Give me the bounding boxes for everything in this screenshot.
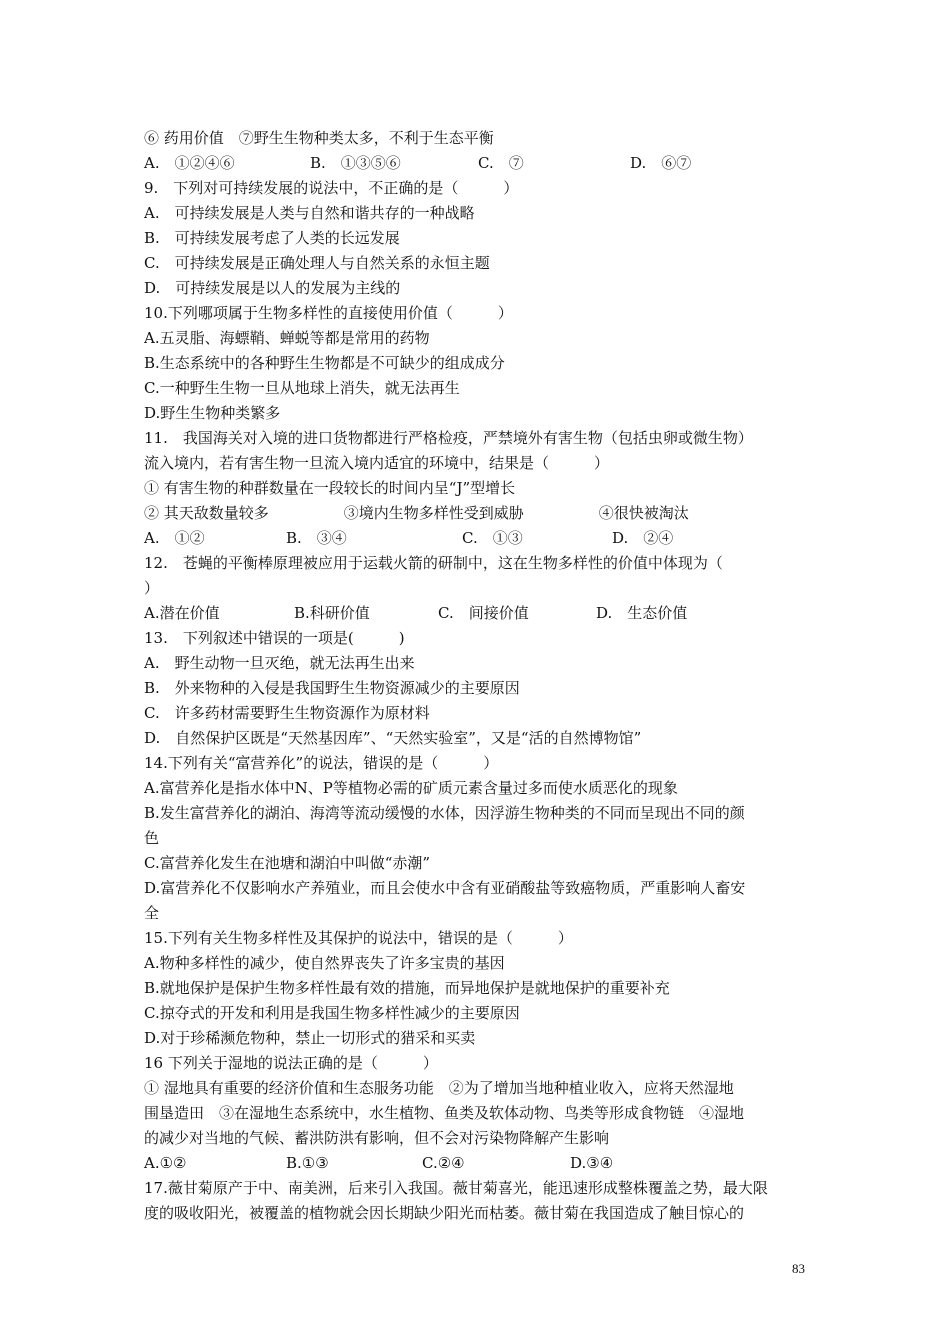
- question-16-statements: ① 湿地具有重要的经济价值和生态服务功能 ②为了增加当地种植业收入，应将天然湿地: [144, 1079, 734, 1097]
- option-c: C.②④: [422, 1154, 465, 1172]
- question-14: 14.下列有关“富营养化”的说法，错误的是（ ）: [144, 754, 499, 772]
- page-content: [144, 126, 810, 1226]
- question-9: 9. 下列对可持续发展的说法中，不正确的是（ ）: [144, 179, 519, 197]
- question-10-option-d: D.野生生物种类繁多: [144, 404, 281, 422]
- options-row-q11: [144, 526, 810, 551]
- options-row-q8: [144, 151, 810, 176]
- option-b: B.科研价值: [294, 604, 370, 622]
- option-b: B.①③: [286, 1154, 329, 1172]
- option-b: B. ①③⑤⑥: [310, 154, 401, 172]
- question-12: 12. 苍蝇的平衡棒原理被应用于运载火箭的研制中，这在生物多样性的价值中体现为（: [144, 554, 723, 572]
- option-d: D.③④: [570, 1154, 614, 1172]
- page-number: 83: [792, 1261, 805, 1276]
- option-a: A.潜在价值: [144, 604, 220, 622]
- question-10-option-c: C.一种野生生物一旦从地球上消失，就无法再生: [144, 379, 460, 397]
- question-9-option-c: C. 可持续发展是正确处理人与自然关系的永恒主题: [144, 254, 490, 272]
- question-14-option-d: D.富营养化不仅影响水产养殖业，而且会使水中含有亚硝酸盐等致癌物质，严重影响人畜安: [144, 879, 746, 897]
- question-10-option-a: A.五灵脂、海螵鞘、蝉蜕等都是常用的药物: [144, 329, 430, 347]
- option-d: D. ②④: [612, 529, 674, 547]
- question-9-option-d: D. 可持续发展是以人的发展为主线的: [144, 279, 401, 297]
- question-16-statements-cont: 围垦造田 ③在湿地生态系统中，水生植物、鱼类及软体动物、鸟类等形成食物链 ④湿地: [144, 1104, 745, 1122]
- question-17: 17.薇甘菊原产于中、南美洲，后来引入我国。薇甘菊喜光，能迅速形成整株覆盖之势，最大限: [144, 1179, 768, 1197]
- option-c: C. ①③: [462, 529, 523, 547]
- options-row-q16: [144, 1151, 810, 1176]
- question-15-option-c: C.掠夺式的开发和利用是我国生物多样性减少的主要原因: [144, 1004, 520, 1022]
- question-11-items-2-4: ② 其天敌数量较多 ③境内生物多样性受到威胁 ④很快被淘汰: [144, 504, 689, 522]
- question-14-option-d-cont: 全: [144, 904, 160, 922]
- question-12-cont: ）: [144, 579, 160, 597]
- question-13-option-d: D. 自然保护区既是“天然基因库”、“天然实验室”，又是“活的自然博物馆”: [144, 729, 642, 747]
- question-13-option-b: B. 外来物种的入侵是我国野生生物资源减少的主要原因: [144, 679, 520, 697]
- question-13-option-c: C. 许多药材需要野生生物资源作为原材料: [144, 704, 430, 722]
- option-b: B. ③④: [286, 529, 347, 547]
- option-d: D. ⑥⑦: [630, 154, 692, 172]
- option-c: C. ⑦: [478, 154, 524, 172]
- question-15-option-a: A.物种多样性的减少，使自然界丧失了许多宝贵的基因: [144, 954, 505, 972]
- question-14-option-a: A.富营养化是指水体中N、P等植物必需的矿质元素含量过多而使水质恶化的现象: [144, 779, 678, 797]
- question-13: 13. 下列叙述中错误的一项是( ): [144, 629, 405, 647]
- question-11-item-1: ① 有害生物的种群数量在一段较长的时间内呈“J”型增长: [144, 479, 516, 497]
- question-14-option-c: C.富营养化发生在池塘和湖泊中叫做“赤潮”: [144, 854, 431, 872]
- question-10: 10.下列哪项属于生物多样性的直接使用价值（ ）: [144, 304, 513, 322]
- option-a: A. ①②④⑥: [144, 154, 235, 172]
- question-16-statements-end: 的减少对当地的气候、蓄洪防洪有影响，但不会对污染物降解产生影响: [144, 1129, 610, 1147]
- option-d: D. 生态价值: [596, 604, 688, 622]
- question-14-option-b: B.发生富营养化的湖泊、海湾等流动缓慢的水体，因浮游生物种类的不同而呈现出不同的颜: [144, 804, 745, 822]
- option-c: C. 间接价值: [438, 604, 529, 622]
- question-9-option-b: B. 可持续发展考虑了人类的长远发展: [144, 229, 400, 247]
- option-a: A. ①②: [144, 529, 205, 547]
- question-14-option-b-cont: 色: [144, 829, 160, 847]
- question-15-option-d: D.对于珍稀濒危物种，禁止一切形式的猎采和买卖: [144, 1029, 476, 1047]
- question-11: 11. 我国海关对入境的进口货物都进行严格检疫，严禁境外有害生物（包括虫卵或微生物）: [144, 429, 753, 447]
- question-11-cont: 流入境内，若有害生物一旦流入境内适宜的环境中，结果是（ ）: [144, 454, 610, 472]
- question-13-option-a: A. 野生动物一旦灭绝，就无法再生出来: [144, 654, 415, 672]
- text-line: ⑥ 药用价值 ⑦野生生物种类太多，不利于生态平衡: [144, 129, 494, 147]
- option-a: A.①②: [144, 1154, 187, 1172]
- options-row-q12: [144, 601, 810, 626]
- question-10-option-b: B.生态系统中的各种野生生物都是不可缺少的组成成分: [144, 354, 505, 372]
- question-9-option-a: A. 可持续发展是人类与自然和谐共存的一种战略: [144, 204, 475, 222]
- question-15: 15.下列有关生物多样性及其保护的说法中，错误的是（ ）: [144, 929, 573, 947]
- question-17-cont: 度的吸收阳光，被覆盖的植物就会因长期缺少阳光而枯萎。薇甘菊在我国造成了触目惊心的: [144, 1204, 745, 1222]
- question-15-option-b: B.就地保护是保护生物多样性最有效的措施，而异地保护是就地保护的重要补充: [144, 979, 670, 997]
- question-16: 16 下列关于湿地的说法正确的是（ ）: [144, 1054, 438, 1072]
